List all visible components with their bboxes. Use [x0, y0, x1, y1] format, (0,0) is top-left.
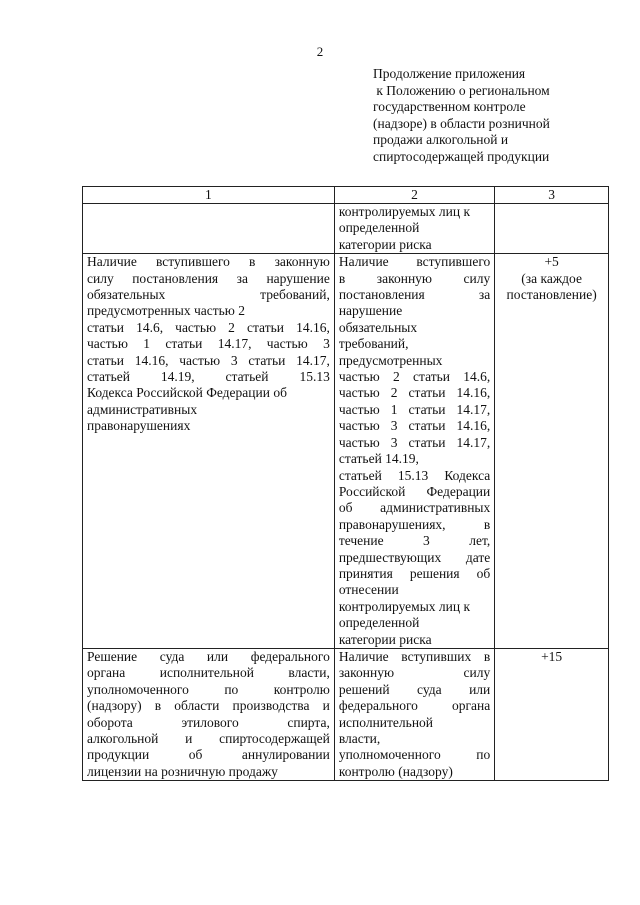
table-cell-col2 — [334, 254, 494, 649]
cell-line: частью 1 статьи 14.17, частью 3 — [87, 336, 330, 352]
cell-line: лицензии на розничную продажу — [87, 763, 278, 779]
cell-line: +15 — [541, 648, 563, 664]
cell-line: решений суда или — [338, 681, 491, 697]
cell-line: уполномоченного по контролю — [87, 681, 330, 697]
cell-line: постановление) — [506, 287, 597, 303]
cell-line: (за каждое — [521, 270, 582, 286]
cell-line: определенной — [338, 615, 420, 631]
cell-line: статьей 15.13 Кодекса — [338, 467, 491, 483]
cell-line: Наличие вступившего — [338, 254, 491, 270]
header-line: (надзоре) в области розничной — [373, 115, 550, 131]
cell-line: силу постановления за нарушение — [87, 270, 330, 286]
cell-line: (надзору) в области производства и — [87, 698, 330, 714]
cell-line: статьи 14.16, частью 3 статьи 14.17, — [87, 352, 330, 368]
table-cell-col3 — [495, 204, 609, 254]
cell-line: административных — [87, 401, 198, 417]
header-line: спиртосодержащей продукции — [373, 148, 550, 164]
cell-line: предшествующих дате — [338, 549, 491, 565]
cell-line: предусмотренных частью 2 — [87, 303, 246, 319]
header-line: государственном контроле — [373, 99, 526, 115]
cell-line: статьи 14.6, частью 2 статьи 14.16, — [87, 319, 330, 335]
cell-line: власти, — [338, 731, 381, 746]
cell-line: Кодекса Российской Федерации об — [87, 385, 287, 401]
cell-line: правонарушениях — [87, 418, 191, 434]
cell-line: в законную силу — [338, 270, 491, 286]
table-cell-col1 — [83, 254, 335, 649]
table-cell-col3 — [495, 648, 609, 780]
cell-line: продукции об аннулировании — [87, 747, 330, 763]
cell-line: категории риска — [338, 631, 432, 647]
cell-line: частью 2 статьи 14.16, — [338, 385, 491, 401]
cell-line: исполнительной — [338, 714, 434, 730]
cell-line: обязательных требований, — [87, 287, 330, 303]
cell-line: Российской Федерации — [338, 483, 491, 499]
table-cell-col1 — [83, 648, 335, 780]
table-row — [83, 648, 609, 780]
cell-line: +5 — [544, 254, 559, 270]
cell-line: контролируемых лиц к — [338, 204, 471, 219]
cell-line: Наличие вступивших в — [338, 648, 491, 664]
cell-line: предусмотренных — [338, 352, 443, 368]
cell-line: течение 3 лет, — [338, 533, 491, 549]
table-row — [83, 254, 609, 649]
page-number: 2 — [316, 44, 324, 59]
header-line: продажи алкогольной и — [373, 132, 509, 148]
cell-line: обязательных — [338, 319, 418, 335]
table-cell-col1 — [83, 204, 335, 254]
table-cell-col2 — [334, 648, 494, 780]
cell-line: постановления за — [338, 287, 491, 303]
cell-line: определенной — [338, 220, 420, 236]
cell-line: требований, — [338, 336, 409, 352]
criteria-table — [82, 186, 609, 781]
cell-line: контролю (надзору) — [338, 763, 453, 779]
cell-line: об административных — [338, 500, 491, 516]
cell-line: федерального органа — [338, 698, 491, 714]
cell-line: правонарушениях, в — [338, 516, 491, 532]
column-header: 3 — [495, 187, 609, 204]
cell-line: уполномоченного по — [338, 747, 491, 763]
cell-line: статьей 14.19, — [338, 451, 419, 467]
cell-line: контролируемых лиц к — [338, 598, 471, 614]
table-row — [83, 204, 609, 254]
appendix-header — [373, 66, 603, 166]
cell-line: отнесении — [338, 582, 399, 598]
table-cell-col2 — [334, 204, 494, 254]
cell-line: оборота этилового спирта, — [87, 714, 330, 730]
cell-line: нарушение — [338, 303, 403, 319]
cell-line: Наличие вступившего в законную — [87, 254, 330, 270]
cell-line: принятия решения об — [338, 565, 491, 581]
cell-line: статьей 14.19, статьей 15.13 — [87, 369, 330, 385]
cell-line: органа исполнительной власти, — [87, 665, 330, 681]
cell-line: частью 2 статьи 14.6, — [338, 369, 491, 385]
header-line: Продолжение приложения — [373, 66, 526, 81]
column-header: 2 — [334, 187, 494, 204]
cell-line: категории риска — [338, 236, 432, 252]
header-line: к Положению о региональном — [373, 82, 550, 98]
cell-line: частью 3 статьи 14.17, — [338, 434, 491, 450]
cell-line: частью 3 статьи 14.16, — [338, 418, 491, 434]
column-header: 1 — [83, 187, 335, 204]
cell-line: законную силу — [338, 665, 491, 681]
cell-line: алкогольной и спиртосодержащей — [87, 731, 330, 746]
cell-line: частью 1 статьи 14.17, — [338, 401, 491, 417]
table-header-row — [83, 187, 609, 204]
cell-line: Решение суда или федерального — [87, 648, 330, 664]
table-cell-col3 — [495, 254, 609, 649]
